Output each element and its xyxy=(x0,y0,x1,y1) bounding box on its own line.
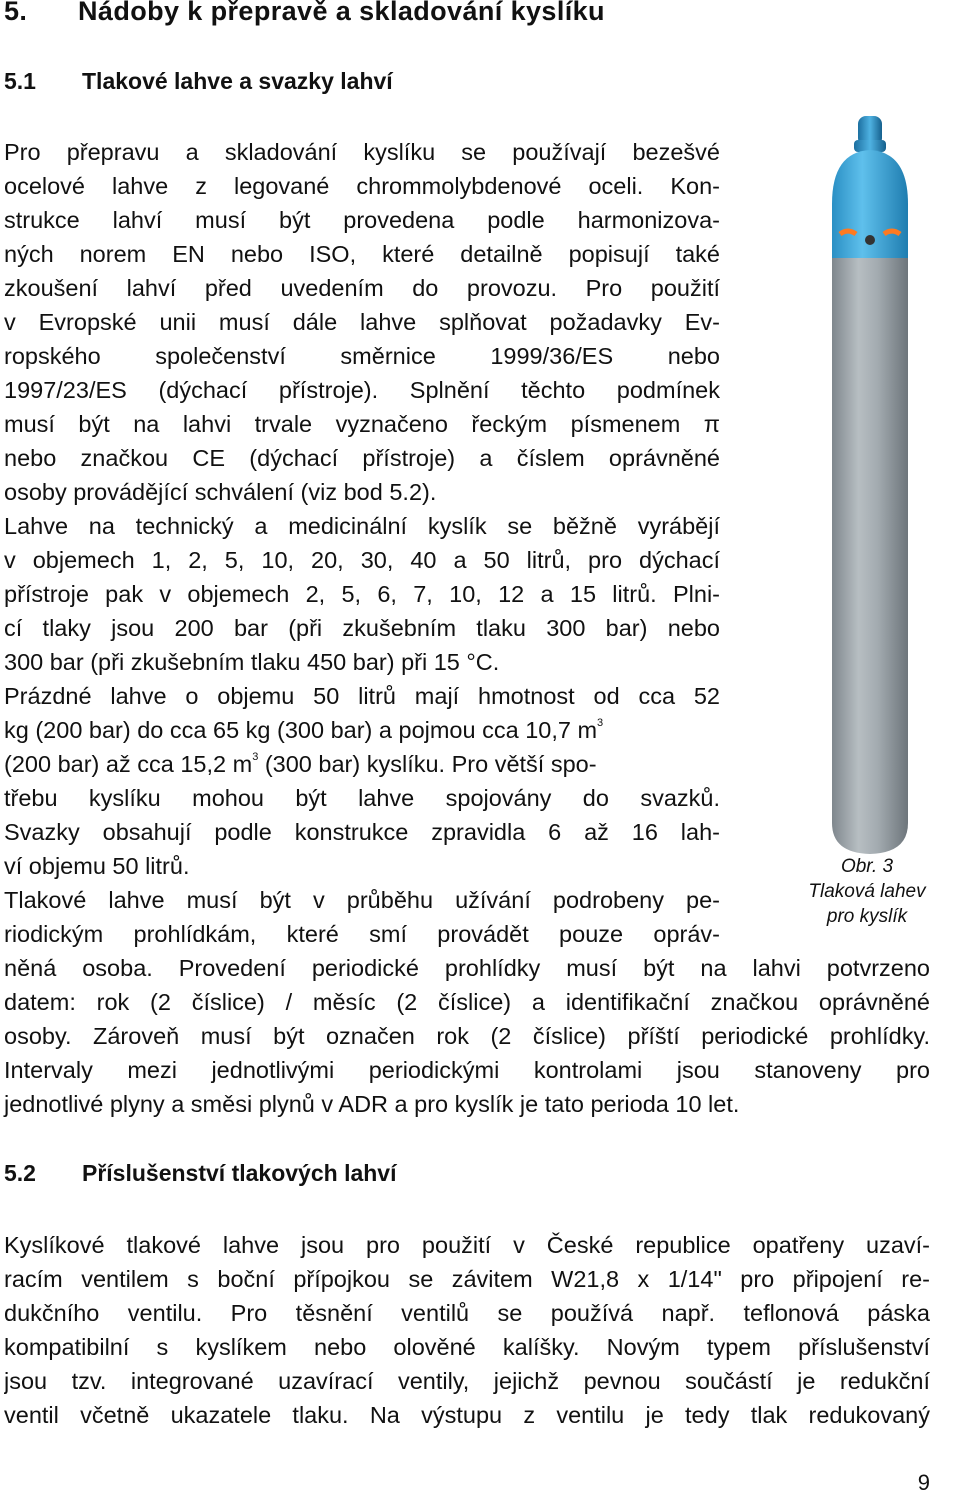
body-line: ventil včetně ukazatele tlaku. Na výstupu z ventilu je tedy tlak redukovaný xyxy=(4,1402,930,1428)
body-line: ocelové lahve z legované chrommolybdenové oceli. Kon- xyxy=(4,173,720,199)
body-line: datem: rok (2 číslice) / měsíc (2 číslice) a identifikační značkou oprávněné xyxy=(4,989,930,1015)
superscript: 3 xyxy=(597,717,604,729)
body-line: ropského společenství směrnice 1999/36/ES nebo xyxy=(4,343,720,369)
body-line: něná osoba. Provedení periodické prohlídky musí být na lahvi potvrzeno xyxy=(4,955,930,981)
body-line: Pro přepravu a skladování kyslíku se používají bezešvé xyxy=(4,139,720,165)
body-line xyxy=(4,747,720,781)
body-line: zkoušení lahví před uvedením do provozu. Pro použití xyxy=(4,275,720,301)
body-line: musí být na lahvi trvale vyznačeno řeckým písmenem π xyxy=(4,411,720,437)
figure-caption-line: Obr. 3 xyxy=(840,856,894,877)
body-text: (200 bar) až cca 15,2 m xyxy=(4,751,253,777)
body-line: Svazky obsahují podle konstrukce zpravidla 6 až 16 lah- xyxy=(4,819,720,845)
figure-caption-line: pro kyslík xyxy=(826,906,908,927)
chapter-heading xyxy=(4,0,605,27)
superscript: 3 xyxy=(252,751,259,763)
figure-caption-line: Tlaková lahev xyxy=(808,881,926,902)
body-line: nebo značkou CE (dýchací přístroje) a číslem oprávněné xyxy=(4,445,720,471)
body-line: v Evropské unii musí dále lahve splňovat požadavky Ev- xyxy=(4,309,720,335)
body-line: třebu kyslíku mohou být lahve spojovány do svazků. xyxy=(4,785,720,811)
body-line: jednotlivé plyny a směsi plynů v ADR a pro kyslík je tato perioda 10 let. xyxy=(4,1091,740,1117)
body-line: kompatibilní s kyslíkem nebo olověné kalíšky. Novým typem příslušenství xyxy=(4,1334,930,1360)
body-line: osoby provádějící schválení (viz bod 5.2). xyxy=(4,479,437,505)
body-line: Intervaly mezi jednotlivými periodickými kontrolami jsou stanoveny pro xyxy=(4,1057,930,1083)
section-number: 5.1 xyxy=(4,68,36,94)
section-title: Tlakové lahve a svazky lahví xyxy=(82,68,393,94)
body-line xyxy=(4,713,720,747)
body-line: strukce lahví musí být provedena podle harmonizova- xyxy=(4,207,720,233)
body-line: ných norem EN nebo ISO, které detailně popisují také xyxy=(4,241,720,267)
body-line: dukčního ventilu. Pro těsnění ventilů se používá např. teflonová páska xyxy=(4,1300,930,1326)
body-line: přístroje pak v objemech 2, 5, 6, 7, 10, 12 a 15 litrů. Plni- xyxy=(4,581,720,607)
chapter-title: Nádoby k přepravě a skladování kyslíku xyxy=(78,0,605,26)
body-line: Lahve na technický a medicinální kyslík se běžně vyrábějí xyxy=(4,513,720,539)
body-text: (300 bar) kyslíku. Pro větší spo- xyxy=(258,751,597,777)
body-line: osoby. Zároveň musí být označen rok (2 číslice) příští periodické prohlídky. xyxy=(4,1023,930,1049)
body-line: 300 bar (při zkušebním tlaku 450 bar) při 15 °C. xyxy=(4,649,500,675)
body-line: cí tlaky jsou 200 bar (při zkušebním tlaku 300 bar) nebo xyxy=(4,615,720,641)
body-line: 1997/23/ES (dýchací přístroje). Splnění těchto podmínek xyxy=(4,377,720,403)
page-number: 9 xyxy=(917,1470,930,1495)
body-line: Tlakové lahve musí být v průběhu užívání podrobeny pe- xyxy=(4,887,720,913)
section-number: 5.2 xyxy=(4,1160,36,1186)
body-text: kg (200 bar) do cca 65 kg (300 bar) a pojmou cca 10,7 m xyxy=(4,717,598,743)
body-line: jsou tzv. integrované uzavírací ventily, jejichž pevnou součástí je redukční xyxy=(4,1368,930,1394)
body-line: Kyslíkové tlakové lahve jsou pro použití v České republice opatřeny uzaví- xyxy=(4,1232,930,1258)
oxygen-cylinder-icon xyxy=(810,108,930,860)
body-line: racím ventilem s boční přípojkou se závitem W21,8 x 1/14" pro připojení re- xyxy=(4,1266,930,1292)
body-line: ví objemu 50 litrů. xyxy=(4,853,190,879)
section-heading-5-2 xyxy=(4,1160,396,1187)
body-line: v objemech 1, 2, 5, 10, 20, 30, 40 a 50 litrů, pro dýchací xyxy=(4,547,720,573)
body-line: riodickým prohlídkám, které smí provádět pouze opráv- xyxy=(4,921,720,947)
section-heading-5-1 xyxy=(4,68,393,95)
body-line: Prázdné lahve o objemu 50 litrů mají hmotnost od cca 52 xyxy=(4,683,720,709)
section-title: Příslušenství tlakových lahví xyxy=(82,1160,397,1186)
figure-caption xyxy=(782,854,952,929)
chapter-number: 5. xyxy=(4,0,28,26)
